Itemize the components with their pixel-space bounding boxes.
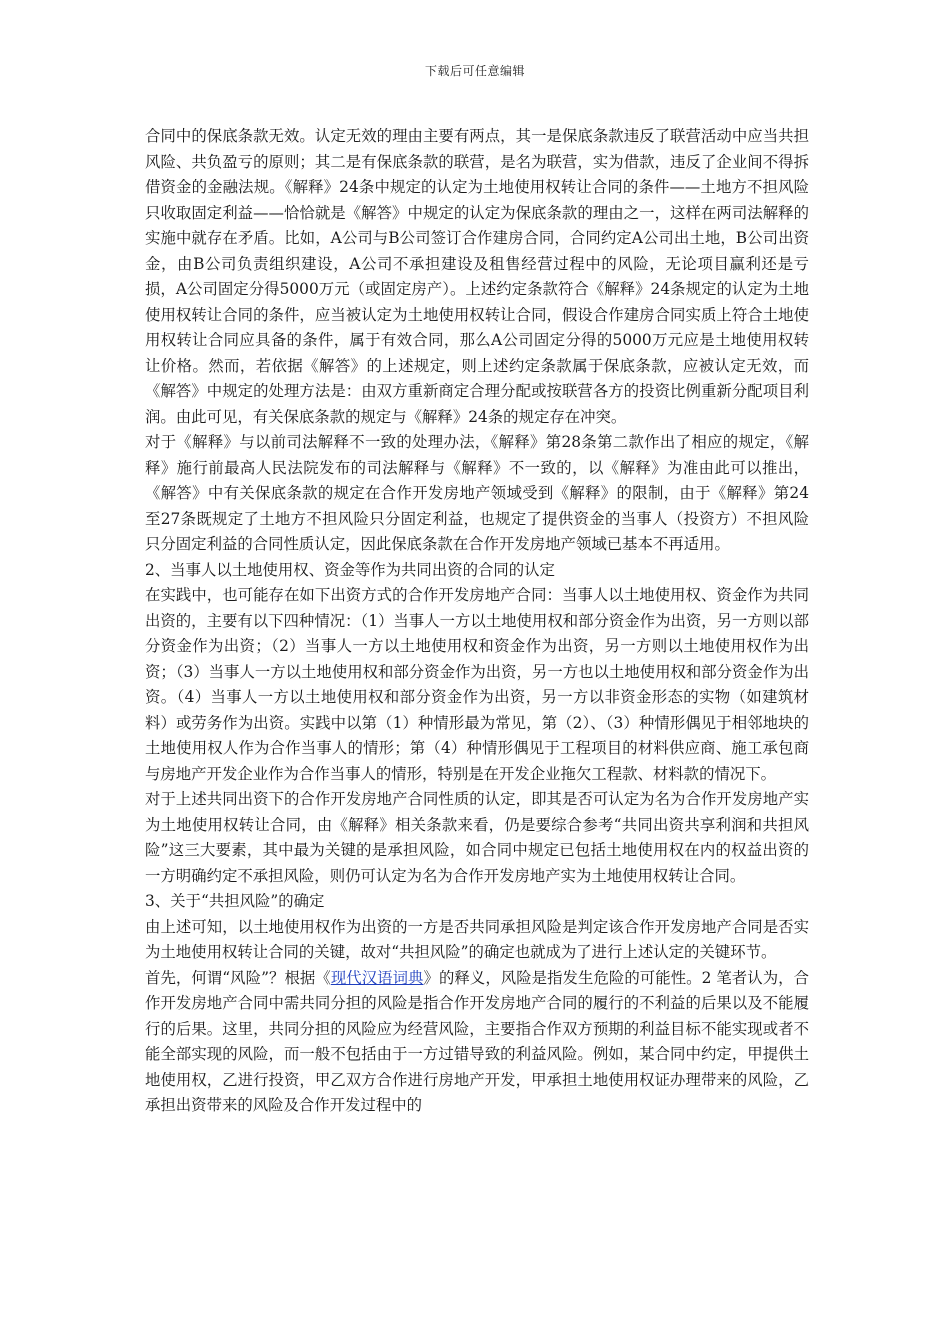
section-heading: 3、关于“共担风险”的确定 [145,892,325,910]
paragraph: 对于上述共同出资下的合作开发房地产合同性质的认定，即其是否可认定为名为合作开发房地产实为土地使用权转让合同，由《解释》相关条款来看，仍是要综合参考“共同出资共享利润和共担风险”这三大要素，其中最为关键的是承担风险，如合同中规定已包括土地使用权在内的权益出资的一方明确约定不承担风险，则仍可认定为名为合作开发房地产实为土地使用权转让合同。 [145,790,809,885]
paragraph: 对于《解释》与以前司法解释不一致的处理办法，《解释》第28条第二款作出了相应的规定，《解释》施行前最高人民法院发布的司法解释与《解释》不一致的，以《解释》为准由此可以推出，《解答》中有关保底条款的规定在合作开发房地产领域受到《解释》的限制，由于《解释》第24至27条既规定了土地方不担风险只分固定利益，也规定了提供资金的当事人（投资方）不担风险只分固定利益的合同性质认定，因此保底条款在合作开发房地产领域已基本不再适用。 [145,433,809,553]
page-header: 下载后可任意编辑 [424,64,525,78]
section-heading: 2、当事人以土地使用权、资金等作为共同出资的合同的认定 [145,560,555,579]
document-body [145,124,809,1119]
paragraph [145,966,809,1119]
paragraph: 在实践中，也可能存在如下出资方式的合作开发房地产合同：当事人以土地使用权、资金作为共同出资的，主要有以下四种情况：（1）当事人一方以土地使用权和部分资金作为出资，另一方则以部分资金作为出资；（2）当事人一方以土地使用权和资金作为出资，另一方则以土地使用权作为出资；（3）当事人一方以土地使用权和部分资金作为出资，另一方也以土地使用权和部分资金作为出资。（4）当事人一方以土地使用权和部分资金作为出资，另一方以非资金形态的实物（如建筑材料）或劳务作为出资。实践中以第（1）种情形最为常见，第（2）、（3）种情形偶见于相邻地块的土地使用权人作为合作当事人的情形；第（4）种情形偶见于工程项目的材料供应商、施工承包商与房地产开发企业作为合作当事人的情形，特别是在开发企业拖欠工程款、材料款的情况下。 [145,586,809,783]
dictionary-link[interactable]: 现代汉语词典 [330,968,424,987]
paragraph: 由上述可知，以土地使用权作为出资的一方是否共同承担风险是判定该合作开发房地产合同是否实为土地使用权转让合同的关键，故对“共担风险”的确定也就成为了进行上述认定的关键环节。 [145,917,809,961]
paragraph-text: 》的释义，风险是指发生危险的可能性。2 笔者认为，合作开发房地产合同中需共同分担的风险是指合作开发房地产合同的履行的不利益的后果以及不能履行的后果。这里，共同分担的风险应为经营风险，主要指合作双方预期的利益目标不能实现或者不能全部实现的风险，而一般不包括由于一方过错导致的利益风险。例如，某合同中约定，甲提供土地使用权，乙进行投资，甲乙双方合作进行房地产开发，甲承担土地使用权证办理带来的风险，乙承担出资带来的风险及合作开发过程中的 [145,968,809,1114]
paragraph-text: 首先，何谓“风险”？根据《 [145,968,331,987]
paragraph: 合同中的保底条款无效。认定无效的理由主要有两点，其一是保底条款违反了联营活动中应当共担风险、共负盈亏的原则；其二是有保底条款的联营，是名为联营，实为借款，违反了企业间不得拆借资金的金融法规。《解释》24条中规定的认定为土地使用权转让合同的条件——土地方不担风险只收取固定利益——恰恰就是《解答》中规定的认定为保底条款的理由之一，这样在两司法解释的实施中就存在矛盾。比如，A公司与B公司签订合作建房合同，合同约定A公司出土地，B公司出资金，由B公司负责组织建设，A公司不承担建设及租售经营过程中的风险，无论项目赢利还是亏损，A公司固定分得5000万元（或固定房产）。上述约定条款符合《解释》24条规定的认定为土地使用权转让合同的条件，应当被认定为土地使用权转让合同，假设合作建房合同实质上符合土地使用权转让合同应具备的条件，属于有效合同，那么A公司固定分得的5000万元应是土地使用权转让价格。然而，若依据《解答》的上述规定，则上述约定条款属于保底条款，应被认定无效，而《解答》中规定的处理方法是：由双方重新商定合理分配或按联营各方的投资比例重新分配项目利润。由此可见，有关保底条款的规定与《解释》24条的规定存在冲突。 [145,127,809,426]
